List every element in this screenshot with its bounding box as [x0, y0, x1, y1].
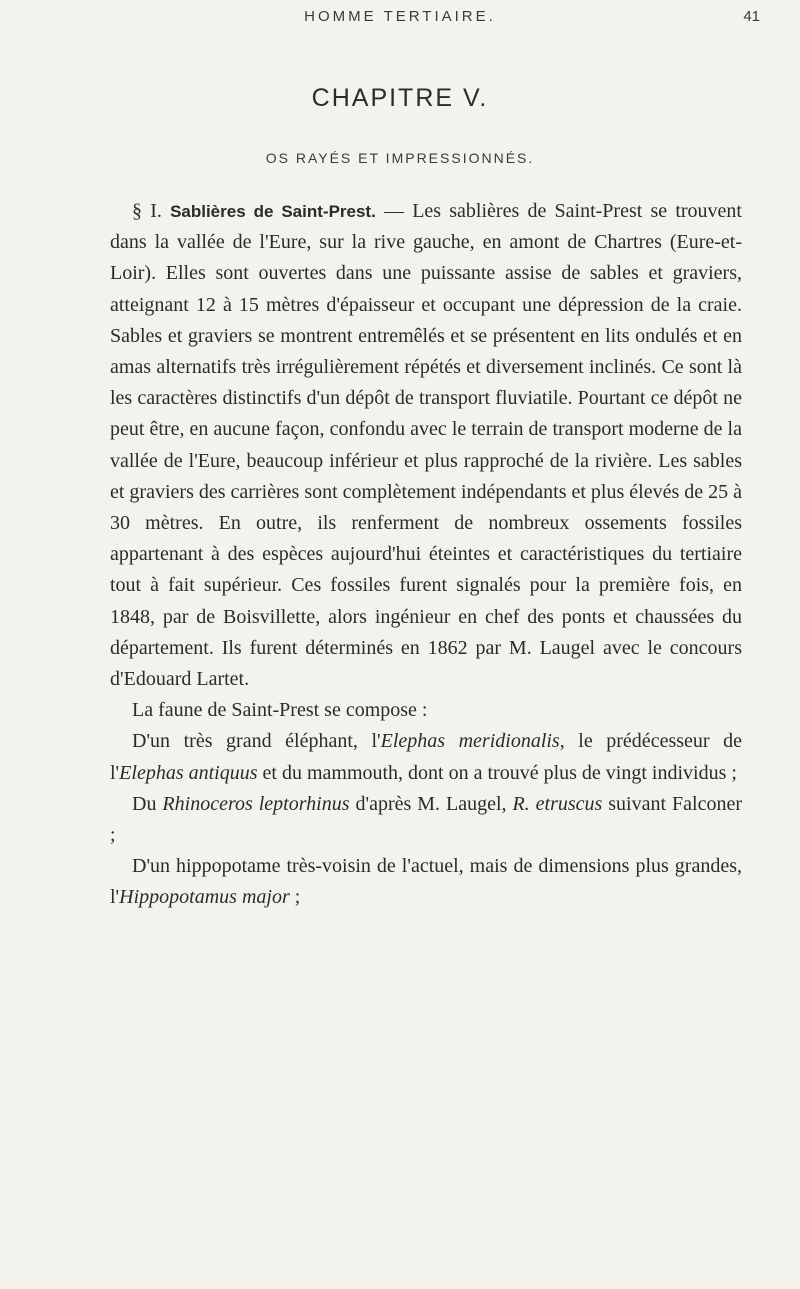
section-paragraph — [110, 196, 742, 695]
section-heading: Sablières de Saint-Prest. — [170, 202, 376, 221]
text-run: et du mammouth, dont on a trouvé plus de vingt individus ; — [257, 761, 737, 784]
text-run: ; — [289, 886, 301, 909]
chapter-subtitle: OS RAYÉS ET IMPRESSIONNÉS. — [265, 150, 535, 166]
text-run: suivant Falconer ; — [110, 792, 742, 847]
text-run: D'un hippopotame très-voisin de l'actuel, mais de dimensions plus grandes, l' — [110, 855, 742, 909]
body-text — [110, 196, 742, 914]
fauna-item — [110, 789, 742, 851]
species-name: Rhinoceros leptorhinus — [162, 792, 350, 815]
species-name: Hippopotamus major — [119, 886, 290, 909]
text-run: d'après M. Laugel, — [349, 792, 513, 815]
species-name: Elephas meridionalis — [380, 730, 560, 753]
text-run: D'un très grand éléphant, l' — [132, 730, 381, 753]
fauna-item — [110, 851, 742, 913]
chapter-title: CHAPITRE V. — [311, 84, 489, 112]
paragraph: La faune de Saint-Prest se compose : — [132, 699, 428, 722]
species-name: R. etruscus — [512, 792, 603, 815]
fauna-item — [110, 726, 742, 788]
page-number: 41 — [743, 8, 760, 25]
running-head: HOMME TERTIAIRE. — [304, 8, 496, 25]
text-run: Du — [132, 792, 163, 815]
text-run: , le prédécesseur de l' — [110, 730, 742, 784]
species-name: Elephas antiquus — [119, 761, 258, 784]
section-number: § I. — [132, 200, 162, 222]
section-dash: — — [375, 200, 413, 222]
paragraph-text: Les sablières de Saint-Prest se trouvent dans la vallée de l'Eure, sur la rive gauche, en amont de Chartres (Eure-et-Loir). Elles sont ouvertes dans une puissante assise de sables et graviers, atteignant 12 à 15 mètres d'épaisseur et occupant une dépression de la craie. Sables et graviers se montrent entremêlés et se présentent en lits ondulés et en amas alternatifs très irrégulièrement répétés et diversement inclinés. Ce sont là les caractères distinctifs d'un dépôt de transport fluviatile. Pourtant ce dépôt ne peut être, en aucune façon, confondu avec le terrain de transport moderne de la vallée de l'Eure, beaucoup inférieur et plus rapproché de la rivière. Les sables et graviers des carrières sont complètement indépendants et plus élevés de 25 à 30 mètres. En outre, ils renferment de nombreux ossements fossiles appartenant à des espèces aujourd'hui éteintes et caractéristiques du tertiaire tout à fait supérieur. Ces fossiles furent signalés pour la première fois, en 1848, par de Boisvillette, alors ingénieur en chef des ponts et chaussées du département. Ils furent déterminés en 1862 par M. Laugel avec le concours d'Edouard Lartet. — [110, 200, 742, 691]
